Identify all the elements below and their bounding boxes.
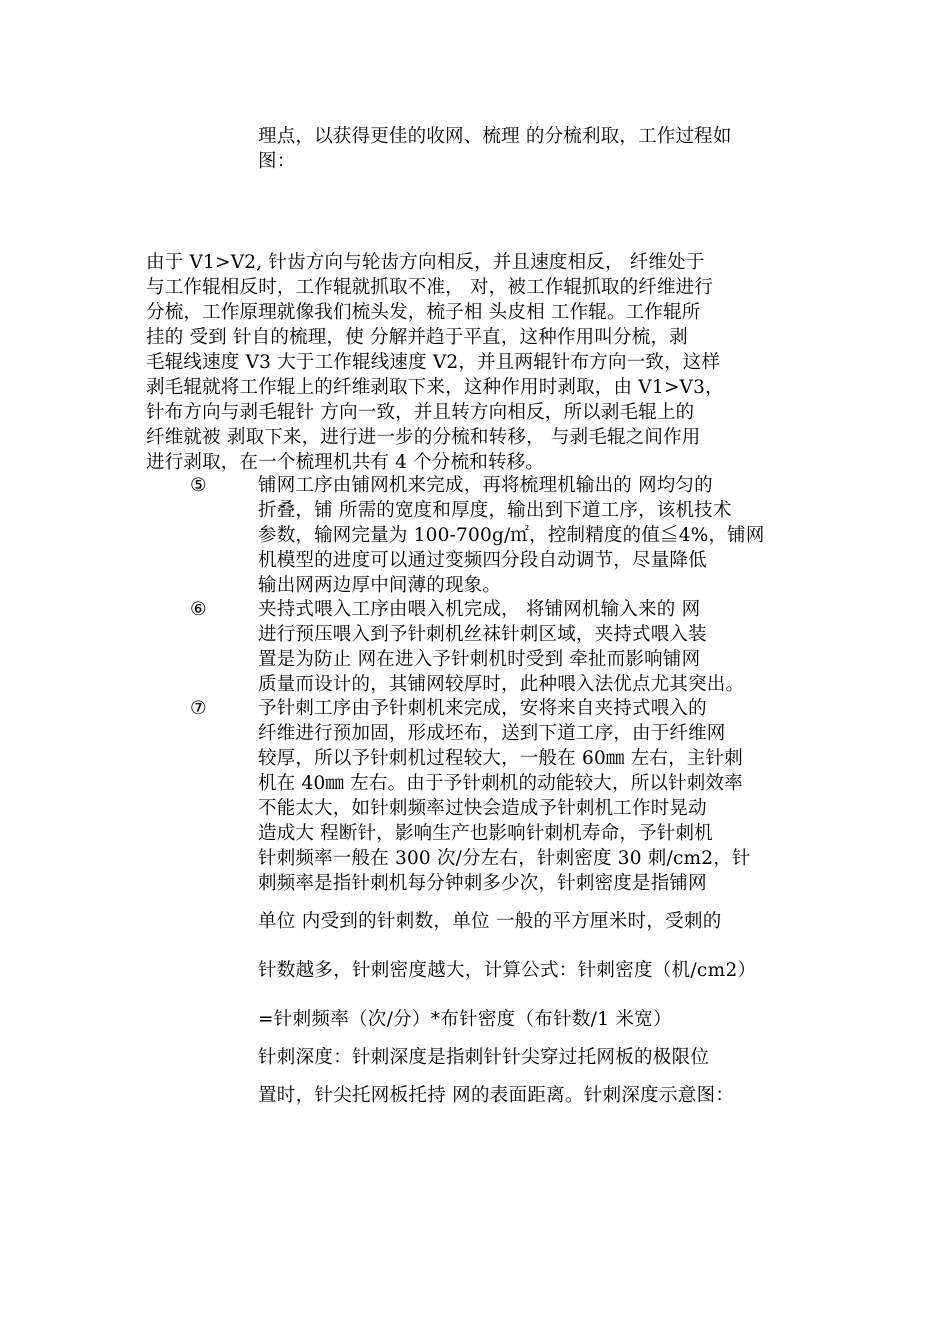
paragraph-line-7: 针布方向与剥毛辊针 方向一致，并且转方向相反，所以剥毛辊上的 [146, 402, 695, 423]
paragraph-line-4: 挂的 受到 针自的梳理，使 分解并趋于平直，这种作用叫分梳，剥 [146, 327, 688, 348]
intro-line-2: 图： [258, 151, 296, 172]
paragraph-line-6: 剥毛辊就将工作辊上的纤维剥取下来，这种作用时剥取，由 V1>V3， [146, 377, 724, 398]
item-6-line-2: 进行预压喂入到予针刺机丝袜针刺区域，夹持式喂入装 [258, 624, 707, 645]
item-7-line-8: 刺频率是指针刺机每分钟刺多少次，针刺密度是指铺网 [258, 873, 707, 894]
paragraph-line-9: 进行剥取，在一个梳理机共有 4 个分梳和转移。 [146, 452, 545, 473]
formula-line-3: =针刺频率（次/分）*布针密度（布针数/1 米宽） [258, 1009, 672, 1030]
item-7-line-6: 造成大 程断针，影响生产也影响针刺机寿命，予针刺机 [258, 823, 713, 844]
item-6-line-4: 质量而设计的，其铺网较厚时，此种喂入法优点尤其突出。 [258, 674, 745, 695]
item-7-line-4: 机在 40㎜ 左右。由于予针刺机的动能较大，所以针刺效率 [258, 773, 743, 794]
paragraph-line-8: 纤维就被 剥取下来，进行进一步的分梳和转移， 与剥毛辊之间作用 [146, 427, 701, 448]
formula-line-1: 单位 内受到的针刺数，单位 一般的平方厘米时，受刺的 [258, 911, 722, 932]
item-5-line-4: 机模型的进度可以通过变频四分段自动调节，尽量降低 [258, 550, 707, 571]
item-5-line-5: 输出网两边厚中间薄的现象。 [258, 575, 502, 596]
paragraph-line-3: 分梳，工作原理就像我们梳头发，梳子相 头皮相 工作辊。工作辊所 [146, 302, 701, 323]
item-7-line-7: 针刺频率一般在 300 次/分左右，针刺密度 30 刺/cm2，针 [258, 848, 751, 869]
item-5-line-1: 铺网工序由铺网机来完成，再将梳理机输出的 网均匀的 [258, 475, 713, 496]
paragraph-line-1: 由于 V1>V2, 针齿方向与轮齿方向相反，并且速度相反， 纤维处于 [146, 252, 705, 273]
item-5-line-2: 折叠，铺 所需的宽度和厚度，输出到下道工序，该机技术 [258, 500, 732, 521]
formula-line-2: 针数越多，针刺密度越大，计算公式：针刺密度（机/cm2） [258, 960, 757, 981]
item-5-line-3: 参数，输网完量为 100-700g/㎡，控制精度的值≦4%，铺网 [258, 525, 765, 546]
intro-line-1: 理点，以获得更佳的收网、梳理 的分梳利取，工作过程如 [258, 126, 732, 147]
formula-line-4: 针刺深度：针刺深度是指刺针针尖穿过托网板的极限位 [258, 1047, 710, 1068]
item-6-line-1: 夹持式喂入工序由喂入机完成， 将铺网机输入来的 网 [258, 599, 701, 620]
item-6-number: ⑥ [190, 599, 207, 620]
item-7-line-1: 予针刺工序由予针刺机来完成，安将来自夹持式喂入的 [258, 698, 707, 719]
item-7-line-5: 不能太大，如针刺频率过快会造成予针刺机工作时晃动 [258, 798, 707, 819]
formula-line-5: 置时，针尖托网板托持 网的表面距离。针刺深度示意图： [258, 1085, 735, 1106]
item-7-line-2: 纤维进行预加固，形成坯布，送到下道工序，由于纤维网 [258, 723, 726, 744]
item-6-line-3: 置是为防止 网在进入予针刺机时受到 牵扯而影响铺网 [258, 649, 701, 670]
paragraph-line-5: 毛辊线速度 V3 大于工作辊线速度 V2，并且两辊针布方向一致，这样 [146, 352, 721, 373]
item-7-number: ⑦ [190, 698, 207, 719]
paragraph-line-2: 与工作辊相反时，工作辊就抓取不准， 对，被工作辊抓取的纤维进行 [146, 277, 714, 298]
item-7-line-3: 较厚，所以予针刺机过程较大，一般在 60㎜ 左右，主针刺 [258, 748, 743, 769]
item-5-number: ⑤ [190, 475, 207, 496]
